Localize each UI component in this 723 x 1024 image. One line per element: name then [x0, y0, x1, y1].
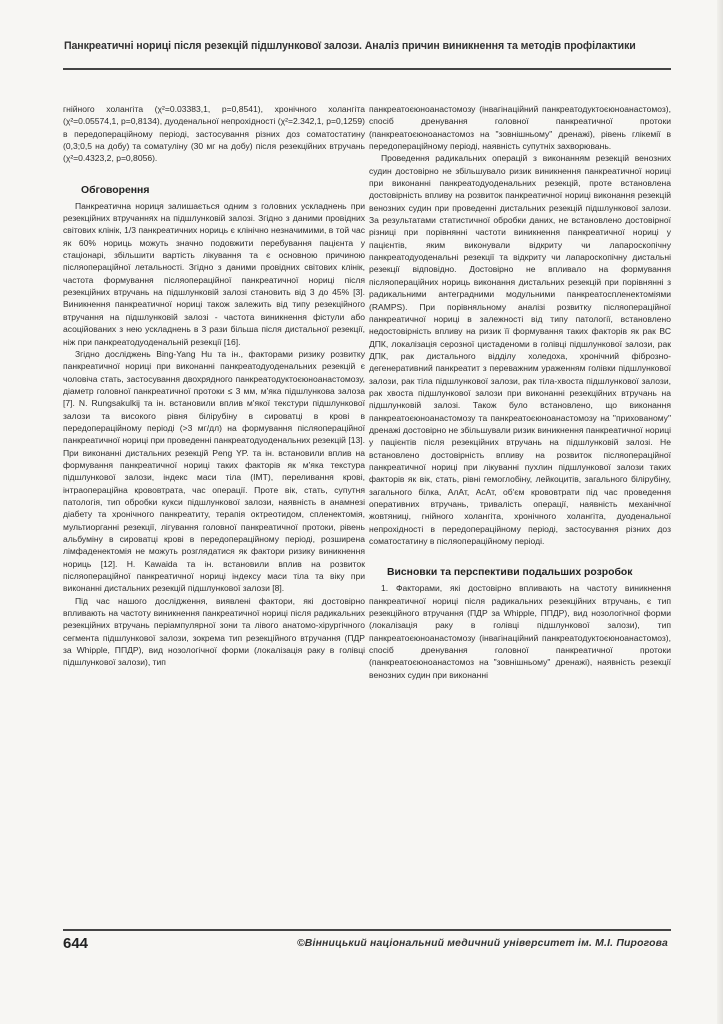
body-paragraph: Під час нашого дослідження, виявлені фактори, які достовірно впливають на частоту виникнення панкреатичної нориці після радикальних резекційних втручань періампулярної зони та лівого анатомо-хірургічного сегмента підшлункової залози, зокрема тип резекційного втручання (ПДР за Whipple, ППДР), вид нозологічної форми (локалізація раку в голівці підшлункової залози), тип	[63, 595, 365, 668]
header-rule	[63, 68, 671, 70]
body-paragraph: Проведення радикальних операцій з виконанням резекцій венозних судин достовірно не збільшувало ризик виникнення панкреатичної нориці при виконанні панкреатодуоденальних резекцій, проте встановлена достовірність впливу на розвиток панкреатичної нориці виконання резекцій венозних судин при проведенні дистальних резекцій підшлункової залози. За результатами статистичної обробки даних, не встановлено достовірної різниці при порівнянні частоти виникнення панкреатичної нориці у пацієнтів, яким виконували відкриту чи лапароскопічну панкреатодуоденальні резекції та відкриту чи лапароскопічну дистальні резекції відповідно. Достовірно не впливало на формування післяопераційних нориць виконання дистальних резекцій при порівнянні з радикальними антеградними модульними панкреатоспленектоміями (RAMPS). При порівняльному аналізі розвитку післяопераційної панкреатичної нориці в залежності від типу патології, встановлено недостовірність впливу на ризик її формування таких факторів як рак ВС ДПК, локалізація серозної цистаденоми в голівці підшлункової залози, рак ДПК, рак дистального відділу холедоха, хронічний фіброзно-дегенеративний панкреатит з переважним ураженням голівки підшлункової залози, рак тіла підшлункової залози, рак тіла-хвоста підшлункової залози, рак хвоста підшлункової залози при виконанні резекційних втручань на підшлунковій залозі. Також було встановлено, що виконання панкреатоєюноанастомозу та панкреатоєюноанастомозу на "прихованому" дренажі достовірно не збільшували ризик виникнення панкреатичної нориці у пацієнтів після резекційних втручань на підшлунковій залозі. Не встановлено достовірність впливу на розвиток післяопераційної панкреатичної нориці при лікуванні пухлин підшлункової залози таких факторів як вік, стать, рівні гемоглобіну, лейкоцитів, загального білірубіну, загального білка, АлАт, АсАт, об'єм крововтрати під час проведення оперативних втручань, тривалість операції, наявність механічної жовтяниці, гнійного холангіта, хронічного холангіта, дуоденальної непрохідності в передопераційному періоді, застосування різних доз соматостатину в післяопераційному періоді.	[369, 153, 671, 547]
spacer	[369, 547, 671, 556]
conclusion-paragraph: 1. Факторами, які достовірно впливають на частоту виникнення панкреатичної нориці після радикальних резекційних втручань, є тип резекційного втручання (ПДР за Whipple, ППДР), вид нозологічної форми (локалізація раку в голівці підшлункової залози), тип панкреатоєюноанастомозу (інвагінаційний панкреатодуктоєюноанастомоз), спосіб дренування головної панкреатичної протоки (панкреатоєюноанастомоз на "зовнішньому" дренажі), наявність резекції венозних судин при виконанні	[369, 583, 671, 680]
left-column	[63, 103, 365, 669]
continuation-paragraph: панкреатоєюноанастомозу (інвагінаційний панкреатодуктоєюноанастомоз), спосіб дренування головної панкреатичної протоки (панкреатоєюноанастомоз на "зовнішньому" дренажі), рівень глікемії в передопераційному періоді, наявність супутніх захворювань.	[369, 104, 671, 152]
footer-credit: ©Вінницький національний медичний університет ім. М.І. Пирогова	[296, 938, 668, 949]
right-column	[369, 103, 671, 681]
running-title: Панкреатичні нориці після резекцій підшлункової залози. Аналіз причин виникнення та методів профілактики	[64, 40, 636, 52]
spacer	[63, 165, 365, 174]
page-edge	[717, 0, 723, 1024]
section-title-conclusions: Висновки та перспективи подальших розробок	[387, 567, 633, 579]
body-paragraph: Згідно досліджень Bing-Yang Hu та ін., факторами ризику розвитку панкреатичної нориці при виконанні панкреатодуоденальних резекцій є чоловіча стать, застосування двохрядного панкреатодуктоєюноанастомозу, діаметр головної панкреатичної протоки ≤ 3 мм, м'яка підшлункова залоза [7]. N. Rungsakulkij та ін. встановили вплив м'якої текстури підшлункової залози та високого рівня білірубіну в сироватці в крові в передопераційному періоді (>3 мг/дл) на формування післяопераційної панкреатичної нориці при проведенні панкреатодуоденальних резекцій [13]. При виконанні дистальних резекцій Peng YP. та ін. встановили вплив на формування панкреатичної нориці таких факторів як м'яка текстура підшлункової залози, індекс маси тіла (ІМТ), переливання крові, інтраопераційна крововтрата, час операції. Проте вік, стать, супутня патологія, тип обробки кукси підшлункової залози, наявність в анамнезі діабету та хронічного панкреатиту, терапія октреотидом, спленектомія, мультиорганні резекції, лігування головної панкреатичної протоки, рівень альбуміну в сироватці крові в передопераційному періоді, розширена лімфаденектомія не можуть розглядатися як фактори ризику виникнення нориць [12]. H. Kawaida та ін. встановили вплив на розвиток післяопераційної панкреатичної нориці індексу маси тіла та віку при виконанні дистальних резекцій підшлункової залози [8].	[63, 348, 365, 594]
page-number: 644	[63, 935, 89, 952]
section-title-discussion: Обговорення	[81, 184, 150, 196]
intro-paragraph: гнійного холангіта (χ²=0.03383,1, p=0,8541), хронічного холангіта (χ²=0.05574,1, p=0,8134), дуоденальної непрохідності (χ²=2.342,1, p=0,1259) в передопераційному періоді, застосування різних доз соматостатину (0,3;0,5 на добу) та соматуліну (30 мг на добу) після резекційних втручань (χ²=0.4323,2, p=0,8056).	[63, 104, 365, 164]
footer-rule	[63, 929, 671, 931]
body-paragraph: Панкреатична нориця залишається одним з головних ускладнень при резекційних втручаннях на підшлунковій залозі. Згідно з даними провідних світових клінік, 1/3 панкреатичних нориць є клінічно незначимими, в той час як 60% нориць можуть значно подовжити перебування пацієнта у стаціонарі, збільшити вартість лікування та є основною причиною післяопераційної летальності. Згідно з даними провідних світових клінік, частота формування післяопераційної панкреатичної нориці після резекційних втручань на підшлунковій залозі становить від 3 до 45% [3]. Виникнення панкреатичної нориці також залежить від типу резекційного втручання на підшлунковій залозі - частота виникнення фістули або асоційованих з нею ускладнень в 3 рази більша після дистальної резекції, ніж при панкреатодуоденальній резекції [16].	[63, 200, 365, 347]
